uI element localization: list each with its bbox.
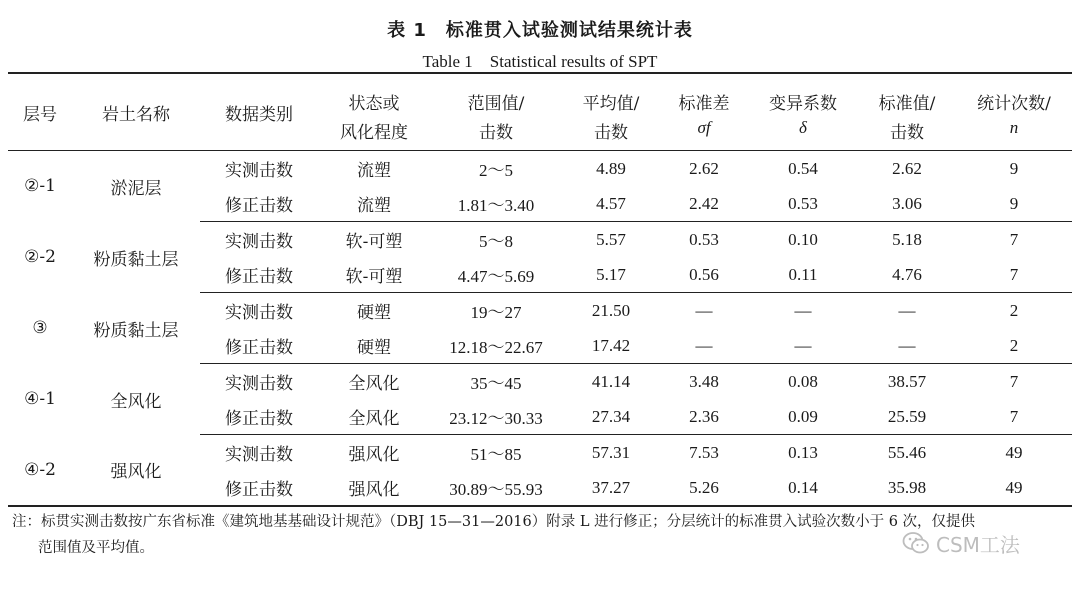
cell-state: 硬塑 [318,328,430,364]
cell-cv: 0.10 [788,229,818,249]
cell-standard-value: — [898,300,916,320]
cell-standard-value: 55.46 [887,442,927,462]
cell-state: 流塑 [318,186,430,222]
cell-count: 2 [956,328,1072,364]
header-layer-no: 层号 [8,73,72,151]
cell-data-type: 实测击数 [225,445,293,465]
watermark [902,530,1020,556]
cell-layer-no: ②-1 [24,176,56,197]
cell-soil-name: 粉质黏土层 [93,249,179,270]
table-row [8,293,1072,329]
spt-results-table [8,72,1072,507]
cell-data-type: 实测击数 [225,303,293,323]
header-cv-symbol: δ [748,116,858,151]
cell-range: 4.47～5.69 [430,257,562,293]
cell-layer-no: ②-2 [24,247,56,267]
cell-mean: 27.34 [562,399,660,435]
header-data-type: 数据类别 [200,73,318,151]
cell-std: — [660,328,748,364]
wechat-icon [902,531,930,555]
cell-state: 流塑 [357,161,391,181]
cell-count: 2 [1009,300,1019,320]
footnote-line-1: 注：标贯实测击数按广东省标准《建筑地基基础设计规范》（DBJ 15—31—2016）附录 L 进行修正；分层统计的标准贯入试验次数小于 6 次，仅提供 [12,514,976,530]
cell-standard-value: 38.57 [887,371,927,391]
footnote-line-2: 范围值及平均值。 [38,540,154,556]
cell-range: 12.18～22.67 [430,328,562,364]
cell-range: 35～45 [470,374,522,393]
cell-standard-value: 35.98 [887,477,927,497]
cell-layer-no: ④-1 [24,389,56,409]
cell-standard-value: 2.62 [892,158,922,178]
cell-std: 2.42 [660,186,748,222]
cell-count: 9 [1009,158,1019,178]
cell-cv: 0.11 [748,257,858,293]
cell-standard-value: 3.06 [858,186,956,222]
table-row [8,364,1072,400]
cell-cv: 0.54 [788,158,818,178]
cell-cv: 0.14 [788,477,818,497]
cell-mean: 4.57 [562,186,660,222]
header-std-symbol: σf [660,116,748,151]
cell-standard-value: 4.76 [858,257,956,293]
cell-mean: 5.17 [562,257,660,293]
cell-std: 2.62 [689,158,719,178]
cell-range: 51～85 [470,445,522,464]
cell-layer-no: ③ [32,318,48,338]
cell-std: 0.53 [689,229,719,249]
cell-count: 7 [956,257,1072,293]
header-range: 范围值/ [467,94,525,114]
cell-mean: 21.50 [591,300,631,320]
header-cv: 变异系数 [769,94,837,114]
header-state-line2: 风化程度 [318,116,430,151]
cell-soil-name: 强风化 [110,462,162,483]
cell-count: 9 [956,186,1072,222]
header-mean-unit: 击数 [562,116,660,151]
cell-state: 软-可塑 [318,257,430,293]
header-standard-value-unit: 击数 [858,116,956,151]
cell-data-type: 修正击数 [225,480,293,500]
table-row [8,151,1072,187]
cell-state: 强风化 [348,480,400,500]
watermark-text: CSM工法 [936,532,1020,557]
table-title-en: Table 1 Statistical results of SPT [422,52,658,71]
cell-standard-value: 5.18 [892,229,922,249]
cell-range: 1.81～3.40 [430,186,562,222]
cell-range: 30.89～55.93 [449,480,543,499]
cell-mean: 37.27 [591,477,631,497]
cell-mean: 5.57 [596,229,626,249]
header-count: 统计次数/ [977,94,1051,114]
header-mean: 平均值/ [582,94,640,114]
cell-data-type: 实测击数 [225,374,293,394]
cell-std: 3.48 [689,371,719,391]
header-count-symbol: n [956,116,1072,151]
table-title-cn: 表 1 标准贯入试验测试结果统计表 [387,20,693,41]
cell-std: 7.53 [689,442,719,462]
cell-state: 强风化 [348,445,400,465]
cell-mean: 41.14 [591,371,631,391]
cell-std: 5.26 [689,477,719,497]
cell-layer-no: ④-2 [24,459,56,480]
cell-mean: 57.31 [591,442,631,462]
cell-std: — [695,300,713,320]
header-std: 标准差 [678,94,730,114]
cell-count: 7 [1009,371,1019,391]
cell-cv: 0.08 [788,371,818,391]
cell-cv: 0.09 [748,399,858,435]
cell-soil-name: 全风化 [110,391,162,412]
cell-data-type: 实测击数 [225,232,293,252]
header-soil-name: 岩土名称 [72,73,200,151]
cell-soil-name: 粉质黏土层 [93,320,179,341]
cell-count: 7 [1009,229,1019,249]
cell-cv: — [794,300,812,320]
cell-range: 19～27 [470,303,522,322]
cell-data-type: 修正击数 [200,257,318,293]
cell-data-type: 修正击数 [200,399,318,435]
cell-standard-value: 25.59 [858,399,956,435]
cell-data-type: 修正击数 [200,328,318,364]
table-row [8,435,1072,471]
cell-range: 2～5 [479,161,513,180]
cell-count: 49 [1005,442,1023,462]
cell-data-type: 修正击数 [200,186,318,222]
cell-mean: 17.42 [562,328,660,364]
cell-range: 23.12～30.33 [430,399,562,435]
cell-state: 全风化 [348,374,400,394]
header-range-unit: 击数 [430,116,562,151]
cell-std: 0.56 [660,257,748,293]
cell-count: 7 [956,399,1072,435]
cell-standard-value: — [858,328,956,364]
table-row [8,222,1072,258]
cell-range: 5～8 [479,232,513,251]
cell-state: 全风化 [318,399,430,435]
cell-std: 2.36 [660,399,748,435]
cell-soil-name: 淤泥层 [110,178,162,199]
cell-cv: — [748,328,858,364]
cell-data-type: 实测击数 [225,161,293,181]
header-standard-value: 标准值/ [878,94,936,114]
cell-cv: 0.13 [788,442,818,462]
cell-state: 软-可塑 [345,232,403,252]
cell-mean: 4.89 [596,158,626,178]
cell-count: 49 [1005,477,1023,497]
cell-cv: 0.53 [748,186,858,222]
cell-state: 硬塑 [357,303,391,323]
header-state: 状态或 [348,94,400,114]
